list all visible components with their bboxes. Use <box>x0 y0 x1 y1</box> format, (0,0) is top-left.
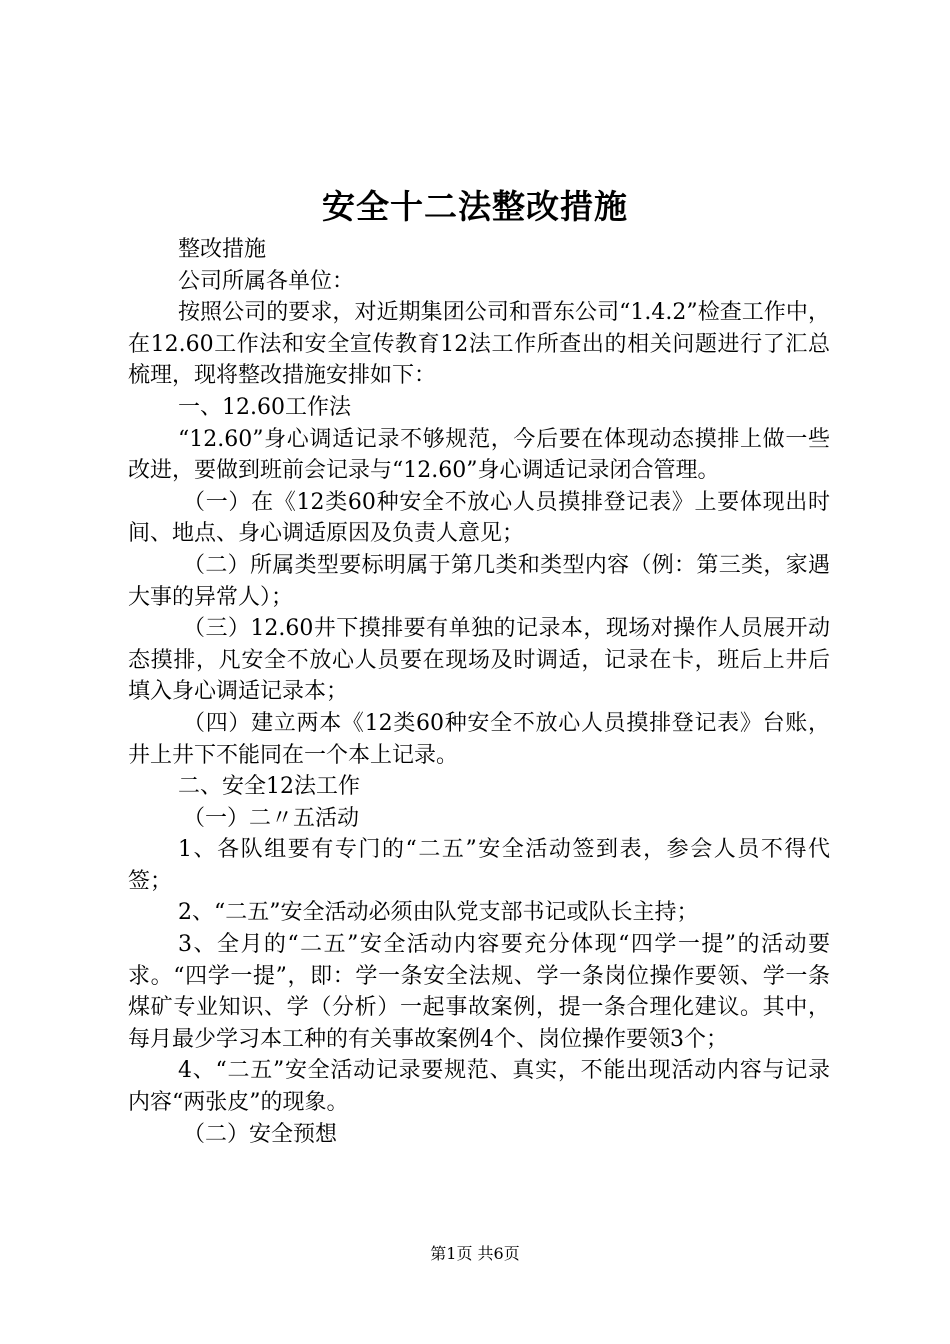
document-body <box>128 234 830 1150</box>
paragraph: 按照公司的要求，对近期集团公司和晋东公司“1.4.2”检查工作中，在12.60工作法和安全宣传教育12法工作所查出的相关问题进行了汇总梳理，现将整改措施安排如下： <box>128 300 830 389</box>
paragraph: （四）建立两本《12类60种安全不放心人员摸排登记表》台账，井上井下不能同在一个本上记录。 <box>128 710 830 768</box>
section-heading: 一、12.60工作法 <box>178 394 351 420</box>
page-footer: 第1页 共6页 <box>430 1244 520 1263</box>
section-heading: 二、安全12法工作 <box>178 774 360 800</box>
paragraph: （一）在《12类60种安全不放心人员摸排登记表》上要体现出时间、地点、身心调适原因及负责人意见； <box>128 489 830 547</box>
subsection-heading: （一）二〃五活动 <box>183 805 360 831</box>
paragraph: 2、“二五”安全活动必须由队党支部书记或队长主持； <box>178 900 699 926</box>
subsection-heading: （二）安全预想 <box>183 1121 338 1147</box>
paragraph: 4、“二五”安全活动记录要规范、真实，不能出现活动内容与记录内容“两张皮”的现象。 <box>128 1058 830 1116</box>
paragraph: 整改措施 <box>178 237 267 262</box>
paragraph: （三）12.60井下摸排要有单独的记录本，现场对操作人员展开动态摸排，凡安全不放心人员要在现场及时调适，记录在卡，班后上井后填入身心调适记录本； <box>128 616 830 705</box>
paragraph: “12.60”身心调适记录不够规范，今后要在体现动态摸排上做一些改进，要做到班前会记录与“12.60”身心调适记录闭合管理。 <box>128 426 830 484</box>
paragraph: 1、各队组要有专门的“二五”安全活动签到表，参会人员不得代签； <box>128 837 830 894</box>
document-title: 安全十二法整改措施 <box>322 187 628 226</box>
paragraph: 公司所属各单位： <box>178 268 355 294</box>
paragraph: 3、全月的“二五”安全活动内容要充分体现“四学一提”的活动要求。“四学一提”，即：学一条安全法规、学一条岗位操作要领、学一条煤矿专业知识、学（分析）一起事故案例，提一条合理化建议。其中，每月最少学习本工种的有关事故案例4个、岗位操作要领3个； <box>128 932 830 1052</box>
paragraph: （二）所属类型要标明属于第几类和类型内容（例：第三类，家遇大事的异常人）； <box>128 552 830 610</box>
